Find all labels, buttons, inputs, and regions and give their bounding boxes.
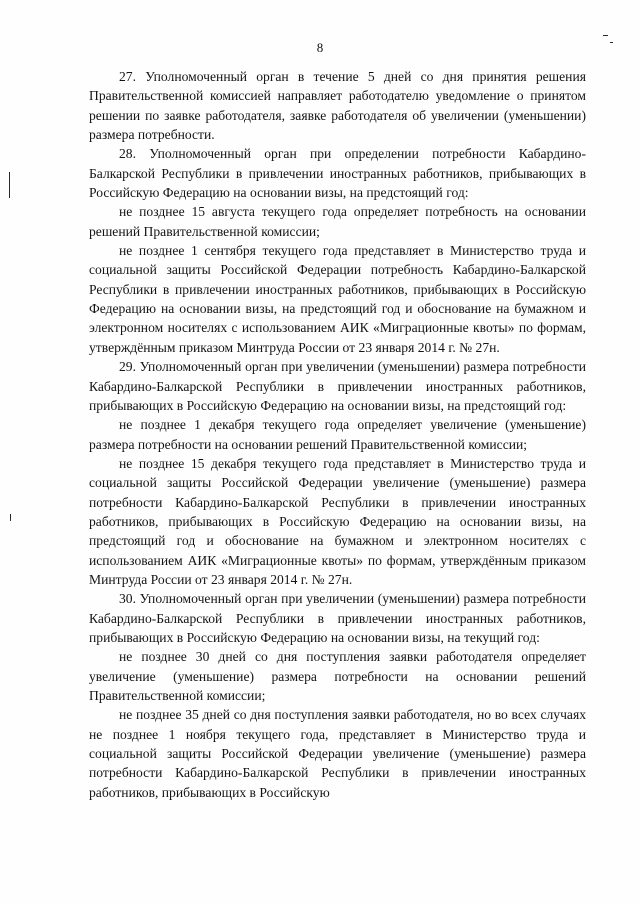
paragraph-27: 27. Уполномоченный орган в течение 5 дней со дня принятия решения Правительственной комиссией направляет работодателю уведомление о принятом решении по заявке работодателя, заявке работодателя об увеличении (уменьшении) размера потребности. [89, 69, 586, 143]
paragraph-30-item-1: не позднее 30 дней со дня поступления заявки работодателя определяет увеличение (уменьшение) размера потребности на основании решений Правительственной комиссии; [89, 649, 586, 703]
paragraph-29: 29. Уполномоченный орган при увеличении (уменьшении) размера потребности Кабардино-Балкарской Республики в привлечении иностранных работников, прибывающих в Российскую Федерацию на основании визы, на предстоящий год: [89, 359, 586, 413]
paragraph-30-item-2: не позднее 35 дней со дня поступления заявки работодателя, но во всех случаях не позднее 1 ноября текущего года, представляет в Министерство труда и социальной защиты Российской Федерации увеличение (уменьшение) размера потребности Кабардино-Балкарской Республики в привлечении иностранных работников, прибывающих в Российскую [89, 707, 586, 800]
document-body [89, 67, 586, 802]
scan-mark-left-1 [9, 172, 10, 198]
paragraph-29-item-2: не позднее 15 декабря текущего года представляет в Министерство труда и социальной защиты Российской Федерации увеличение (уменьшение) размера потребности Кабардино-Балкарской Республики в привлечении иностранных работников, прибывающих в Российскую Федерацию на основании визы, на предстоящий год и обоснование на бумажном и электронном носителях с использованием АИК «Миграционные квоты» по формам, утверждённым приказом Минтруда России от 23 января 2014 г. № 27н. [89, 455, 586, 587]
paragraph-30: 30. Уполномоченный орган при увеличении (уменьшении) размера потребности Кабардино-Балкарской Республики в привлечении иностранных работников, прибывающих в Российскую Федерацию на основании визы, на текущий год: [89, 591, 586, 645]
scan-mark-left-2 [10, 514, 11, 521]
scan-mark-top-right [603, 35, 608, 36]
page-number: 8 [316, 40, 324, 55]
paragraph-28: 28. Уполномоченный орган при определении потребности Кабардино-Балкарской Республики в привлечении иностранных работников, прибывающих в Российскую Федерацию на основании визы, на предстоящий год: [89, 146, 586, 201]
paragraph-28-item-2: не позднее 1 сентября текущего года представляет в Министерство труда и социальной защиты Российской Федерации потребность Кабардино-Балкарской Республики в привлечении иностранных работников, прибывающих в Российскую Федерацию на основании визы, на предстоящий год и обоснование на бумажном и электронном носителях с использованием АИК «Миграционные квоты» по формам, утверждённым приказом Минтруда России от 23 января 2014 г. № 27н. [89, 243, 586, 355]
paragraph-28-item-1: не позднее 15 августа текущего года определяет потребность на основании решений Правительственной комиссии; [89, 204, 586, 239]
paragraph-29-item-1: не позднее 1 декабря текущего года определяет увеличение (уменьшение) размера потребности на основании решений Правительственной комиссии; [89, 417, 586, 452]
